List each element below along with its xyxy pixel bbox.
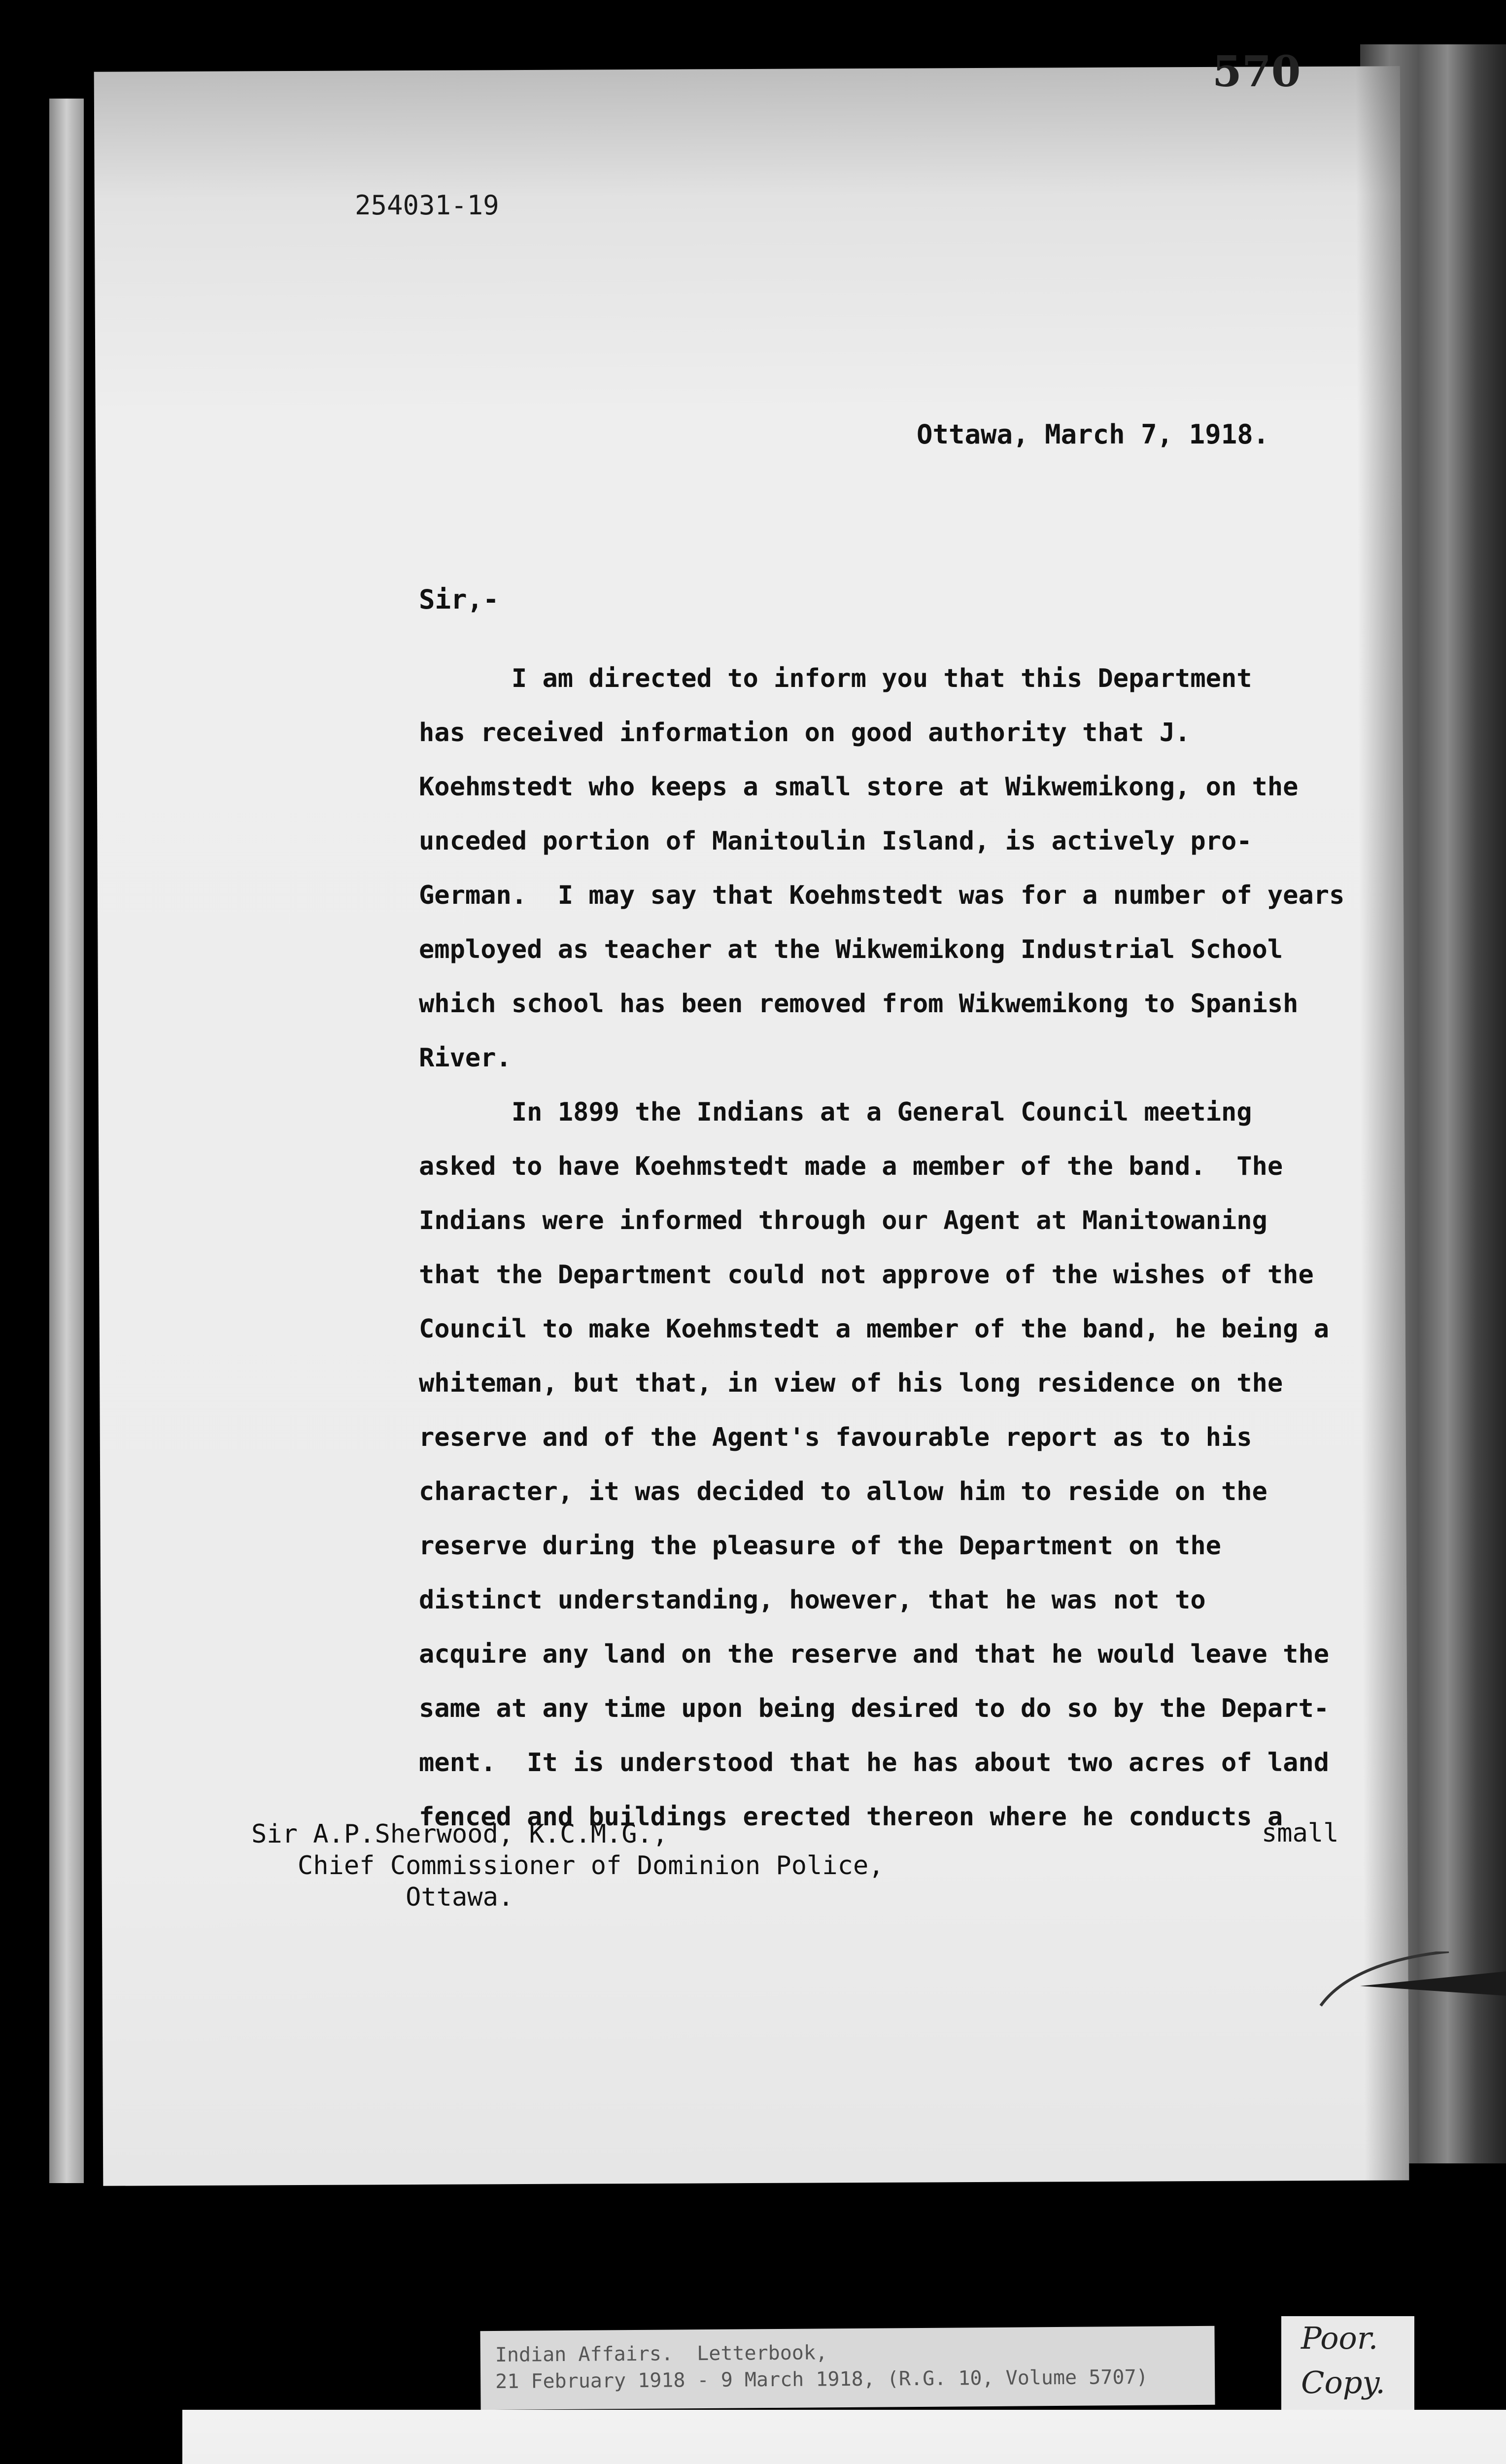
addressee-line: Chief Commissioner of Dominion Police, [251, 1851, 884, 1881]
handwritten-note-tag [1281, 2316, 1414, 2420]
body-line: character, it was decided to allow him to reside on the [419, 1477, 1267, 1506]
slip-line: Indian Affairs. Letterbook, [495, 2341, 828, 2366]
body-line: same at any time upon being desired to do so by the Depart- [419, 1694, 1330, 1723]
page-number: 570 [1212, 47, 1301, 97]
addressee-line: Ottawa. [251, 1882, 514, 1912]
body-line: has received information on good authority that J. [419, 718, 1191, 748]
body-line: that the Department could not approve of the wishes of the [419, 1260, 1314, 1290]
letter-salutation: Sir,- [419, 584, 499, 615]
body-line: Indians were informed through our Agent at Manitowaning [419, 1206, 1267, 1235]
body-line: fenced and buildings erected thereon where he conducts a [419, 1802, 1283, 1832]
body-line: reserve during the pleasure of the Department on the [419, 1531, 1221, 1561]
body-line: distinct understanding, however, that he was not to [419, 1585, 1206, 1615]
book-binding-strip [49, 99, 84, 2183]
body-line: which school has been removed from Wikwemikong to Spanish [419, 989, 1299, 1019]
pen-tip-icon [1301, 1951, 1506, 2011]
archive-card [182, 2410, 1506, 2464]
catchword: small [1262, 1818, 1339, 1848]
file-number: 254031-19 [355, 190, 499, 221]
body-line: reserve and of the Agent's favourable report as to his [419, 1423, 1252, 1452]
body-line: River. [419, 1043, 512, 1073]
letter-addressee [251, 1818, 884, 1913]
body-line: I am directed to inform you that this Department [419, 664, 1252, 693]
body-line: unceded portion of Manitoulin Island, is actively pro- [419, 826, 1252, 856]
archive-reference-slip [480, 2326, 1215, 2410]
body-line: acquire any land on the reserve and that he would leave the [419, 1640, 1330, 1669]
body-line: whiteman, but that, in view of his long residence on the [419, 1369, 1283, 1398]
letter-date: Ottawa, March 7, 1918. [917, 419, 1269, 450]
letter-body [419, 651, 1355, 1844]
body-line: Council to make Koehmstedt a member of the band, he being a [419, 1314, 1330, 1344]
slip-line: 21 February 1918 - 9 March 1918, (R.G. 10, Volume 5707) [495, 2365, 1148, 2393]
body-line: asked to have Koehmstedt made a member of the band. The [419, 1152, 1283, 1181]
body-line: employed as teacher at the Wikwemikong Industrial School [419, 935, 1283, 964]
body-line: ment. It is understood that he has about two acres of land [419, 1748, 1330, 1778]
note-line: Poor. [1301, 2320, 1378, 2356]
body-line: German. I may say that Koehmstedt was for a number of years [419, 881, 1345, 910]
note-line: Copy. [1301, 2364, 1385, 2400]
addressee-line: Sir A.P.Sherwood, K.C.M.G., [251, 1819, 668, 1849]
body-line: In 1899 the Indians at a General Council meeting [419, 1097, 1252, 1127]
body-line: Koehmstedt who keeps a small store at Wikwemikong, on the [419, 772, 1299, 802]
